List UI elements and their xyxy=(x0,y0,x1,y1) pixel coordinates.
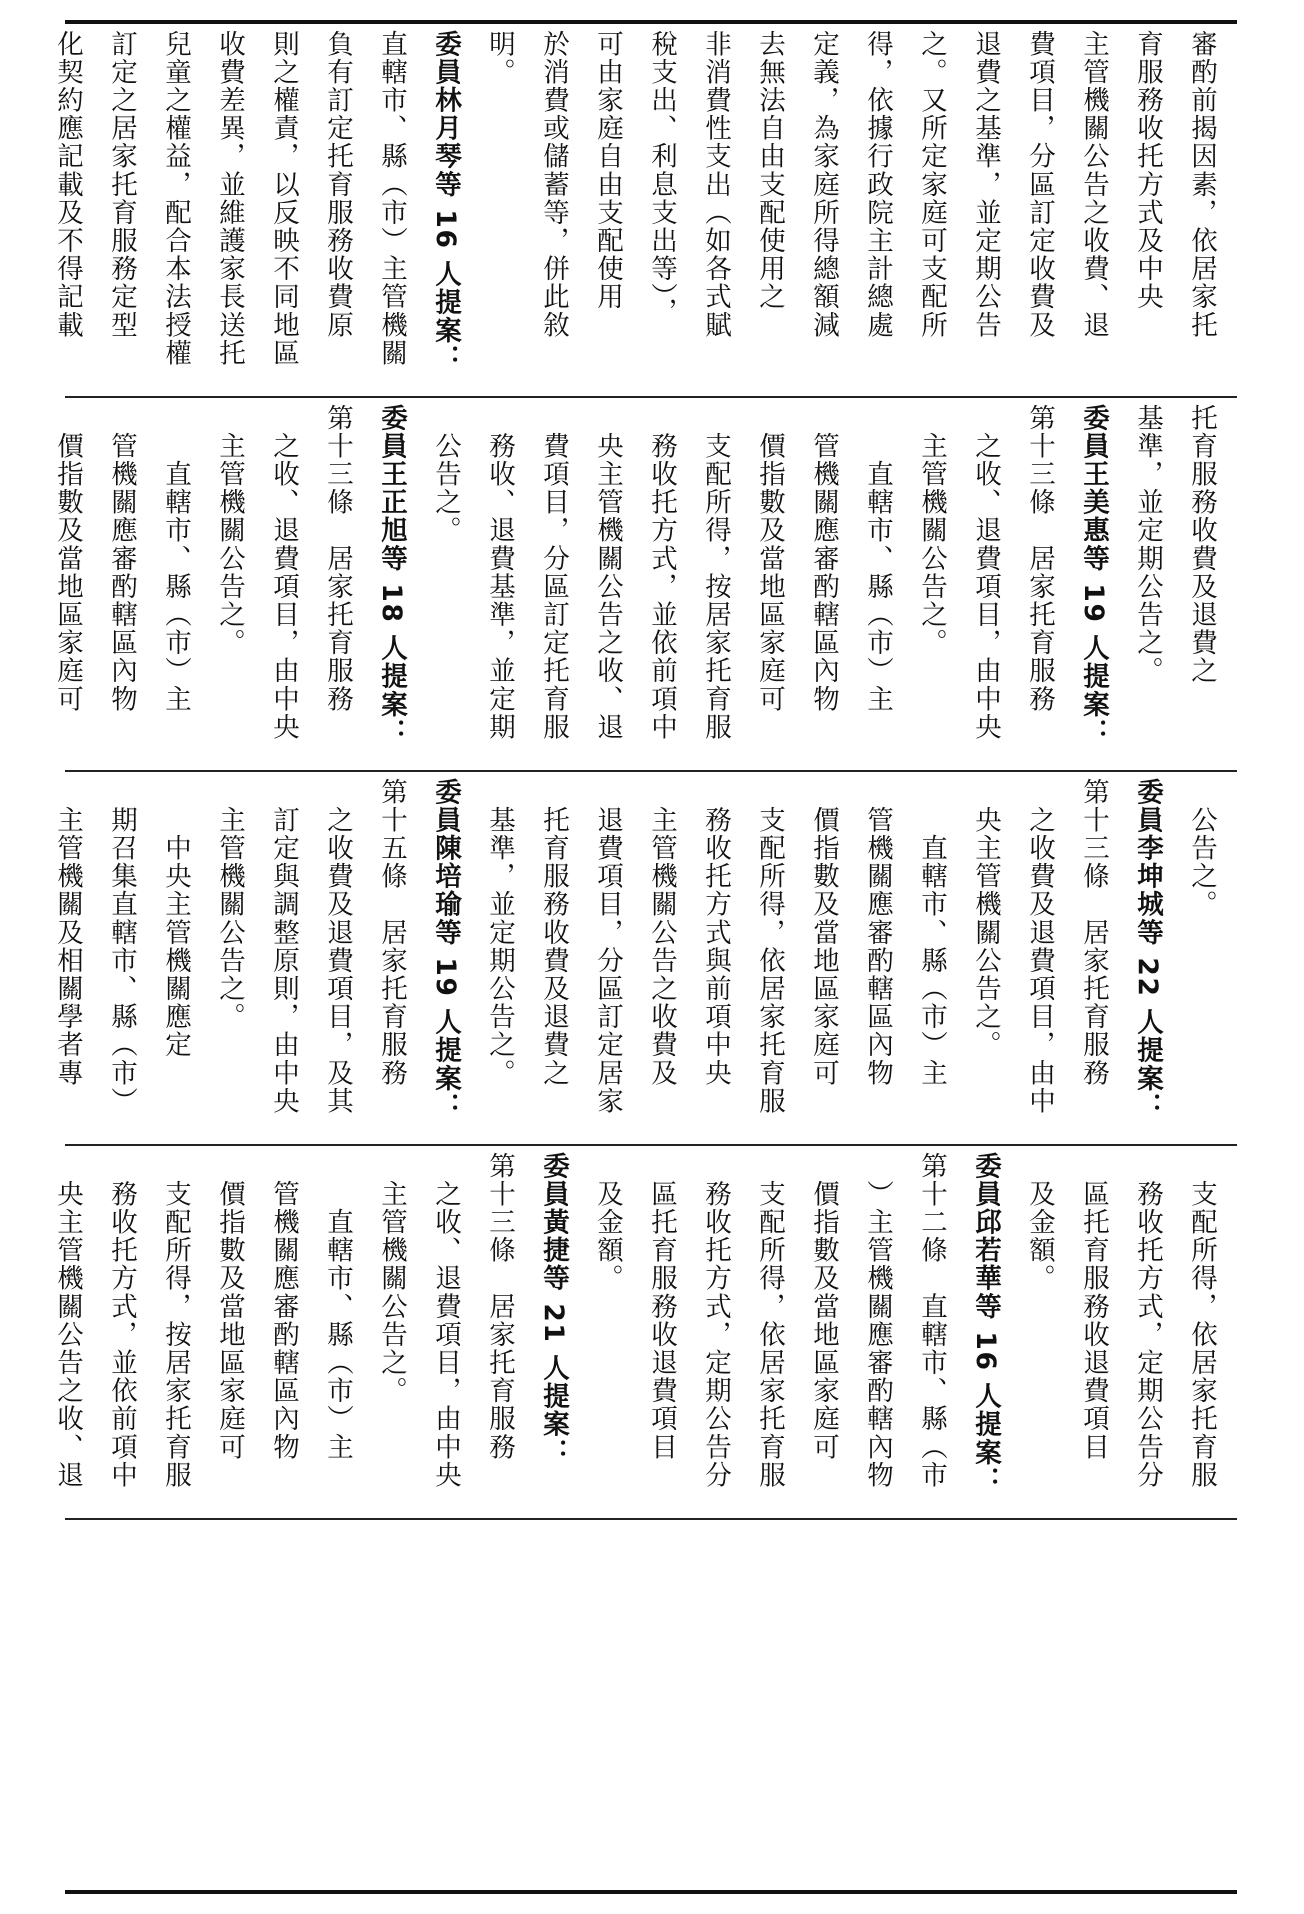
text-line: 之收費及退費項目，由中 xyxy=(1024,778,1055,1116)
text-line: 主管機關公告之。 xyxy=(916,404,947,657)
text-line: 育服務收托方式及中央 xyxy=(1132,30,1163,311)
text-line: 之收費及退費項目，及其 xyxy=(322,778,353,1116)
text-line: 可由家庭自由支配使用 xyxy=(592,30,623,311)
text-line: 第十二條 直轄市、縣（市 xyxy=(916,1152,947,1490)
text-line: 價指數及當地區家庭可 xyxy=(754,404,785,714)
text-line: 收費差異，並維護家長送托 xyxy=(214,30,245,368)
text-line: 期召集直轄市、縣（市） xyxy=(106,778,137,1116)
band-text xyxy=(52,404,1228,766)
text-line: 央主管機關公告之收、退 xyxy=(592,404,623,742)
proposer-heading: 委員王正旭等 18 人提案： xyxy=(376,404,407,747)
text-line: 央主管機關公告之收、退 xyxy=(52,1152,83,1490)
text-line: 直轄市、縣（市）主 xyxy=(916,778,947,1088)
text-line: 務收、退費基準，並定期 xyxy=(484,404,515,742)
band-text xyxy=(52,1152,1228,1514)
proposer-heading: 委員王美惠等 19 人提案： xyxy=(1078,404,1109,747)
band-text xyxy=(52,778,1228,1140)
proposer-heading: 委員邱若華等 16 人提案： xyxy=(970,1152,1001,1495)
band-divider xyxy=(65,1518,1237,1520)
text-line: 支配所得，按居家托育服 xyxy=(700,404,731,742)
text-line: 公告之。 xyxy=(1186,778,1217,919)
text-line: 央主管機關公告之。 xyxy=(970,778,1001,1059)
text-line: 訂定之居家托育服務定型 xyxy=(106,30,137,340)
top-rule xyxy=(65,20,1237,24)
text-line: 管機關應審酌轄區內物 xyxy=(106,404,137,714)
text-line: 定義，為家庭所得總額減 xyxy=(808,30,839,340)
text-line: 務收托方式與前項中央 xyxy=(700,778,731,1088)
text-line: 直轄市、縣（市）主管機關 xyxy=(376,30,407,368)
text-line: 第十三條 居家托育服務 xyxy=(1078,778,1109,1088)
text-line: 訂定與調整原則，由中央 xyxy=(268,778,299,1116)
text-band-2 xyxy=(52,404,1228,766)
text-band-3 xyxy=(52,778,1228,1140)
text-line: 主管機關公告之。 xyxy=(214,404,245,657)
band-text xyxy=(52,30,1228,392)
text-line: 支配所得，依居家托育服 xyxy=(754,778,785,1116)
text-line: 支配所得，依居家托育服 xyxy=(754,1152,785,1490)
text-line: 管機關應審酌轄區內物 xyxy=(268,1152,299,1462)
text-line: 費項目，分區訂定托育服 xyxy=(538,404,569,742)
text-line: 退費項目，分區訂定居家 xyxy=(592,778,623,1116)
band-divider xyxy=(65,1144,1237,1146)
proposer-heading: 委員李坤城等 22 人提案： xyxy=(1132,778,1163,1121)
text-line: 中央主管機關應定 xyxy=(160,778,191,1059)
text-line: 支配所得，按居家托育服 xyxy=(160,1152,191,1490)
text-band-1 xyxy=(52,30,1228,392)
text-line: 稅支出、利息支出等）， xyxy=(646,30,677,326)
proposer-heading: 委員陳培瑜等 19 人提案： xyxy=(430,778,461,1121)
text-line: 務收托方式，並依前項中 xyxy=(106,1152,137,1490)
text-line: 主管機關及相關學者專 xyxy=(52,778,83,1088)
text-line: 務收托方式，並依前項中 xyxy=(646,404,677,742)
text-line: 價指數及當地區家庭可 xyxy=(808,1152,839,1462)
text-line: 第十三條 居家托育服務 xyxy=(484,1152,515,1462)
text-line: 費項目，分區訂定收費及 xyxy=(1024,30,1055,340)
text-line: 管機關應審酌轄區內物 xyxy=(808,404,839,714)
text-line: 務收托方式，定期公告分 xyxy=(700,1152,731,1490)
text-line: 主管機關公告之收費及 xyxy=(646,778,677,1088)
text-line: 價指數及當地區家庭可 xyxy=(214,1152,245,1462)
text-line: 第十五條 居家托育服務 xyxy=(376,778,407,1088)
text-line: 托育服務收費及退費之 xyxy=(1186,404,1217,685)
text-line: 及金額。 xyxy=(1024,1152,1055,1293)
text-line: 之。又所定家庭可支配所 xyxy=(916,30,947,340)
text-line: 之收、退費項目，由中央 xyxy=(430,1152,461,1490)
text-line: 之收、退費項目，由中央 xyxy=(268,404,299,742)
text-line: 托育服務收費及退費之 xyxy=(538,778,569,1088)
text-line: 及金額。 xyxy=(592,1152,623,1293)
text-line: 直轄市、縣（市）主 xyxy=(160,404,191,714)
band-divider xyxy=(65,770,1237,772)
text-line: 審酌前揭因素，依居家托 xyxy=(1186,30,1217,340)
text-line: 主管機關公告之收費、退 xyxy=(1078,30,1109,340)
text-line: 則之權責，以反映不同地區 xyxy=(268,30,299,368)
proposer-heading: 委員林月琴等 16 人提案： xyxy=(430,30,461,373)
text-line: 價指數及當地區家庭可 xyxy=(808,778,839,1088)
text-line: 基準，並定期公告之。 xyxy=(484,778,515,1088)
text-line: 公告之。 xyxy=(430,404,461,545)
text-line: 負有訂定托育服務收費原 xyxy=(322,30,353,340)
text-line: 基準，並定期公告之。 xyxy=(1132,404,1163,685)
text-line: 於消費或儲蓄等，併此敘 xyxy=(538,30,569,340)
text-line: 非消費性支出（如各式賦 xyxy=(700,30,731,340)
text-line: 主管機關公告之。 xyxy=(376,1152,407,1405)
text-line: 直轄市、縣（市）主 xyxy=(322,1152,353,1462)
text-line: 主管機關公告之。 xyxy=(214,778,245,1031)
text-line: 區托育服務收退費項目 xyxy=(1078,1152,1109,1462)
text-line: 支配所得，依居家托育服 xyxy=(1186,1152,1217,1490)
text-line: 管機關應審酌轄區內物 xyxy=(862,778,893,1088)
text-band-4 xyxy=(52,1152,1228,1514)
text-line: 明。 xyxy=(484,30,515,87)
text-line: ）主管機關應審酌轄內物 xyxy=(862,1152,893,1490)
text-line: 去無法自由支配使用之 xyxy=(754,30,785,311)
bottom-rule xyxy=(65,1890,1237,1894)
text-line: 得，依據行政院主計總處 xyxy=(862,30,893,340)
text-line: 之收、退費項目，由中央 xyxy=(970,404,1001,742)
band-divider xyxy=(65,396,1237,398)
text-line: 化契約應記載及不得記載 xyxy=(52,30,83,340)
text-line: 區托育服務收退費項目 xyxy=(646,1152,677,1462)
text-line: 第十三條 居家托育服務 xyxy=(1024,404,1055,714)
text-line: 第十三條 居家托育服務 xyxy=(322,404,353,714)
proposer-heading: 委員黃捷等 21 人提案： xyxy=(538,1152,569,1467)
text-line: 兒童之權益，配合本法授權 xyxy=(160,30,191,368)
text-line: 價指數及當地區家庭可 xyxy=(52,404,83,714)
text-line: 退費之基準，並定期公告 xyxy=(970,30,1001,340)
text-line: 直轄市、縣（市）主 xyxy=(862,404,893,714)
text-line: 務收托方式，定期公告分 xyxy=(1132,1152,1163,1490)
